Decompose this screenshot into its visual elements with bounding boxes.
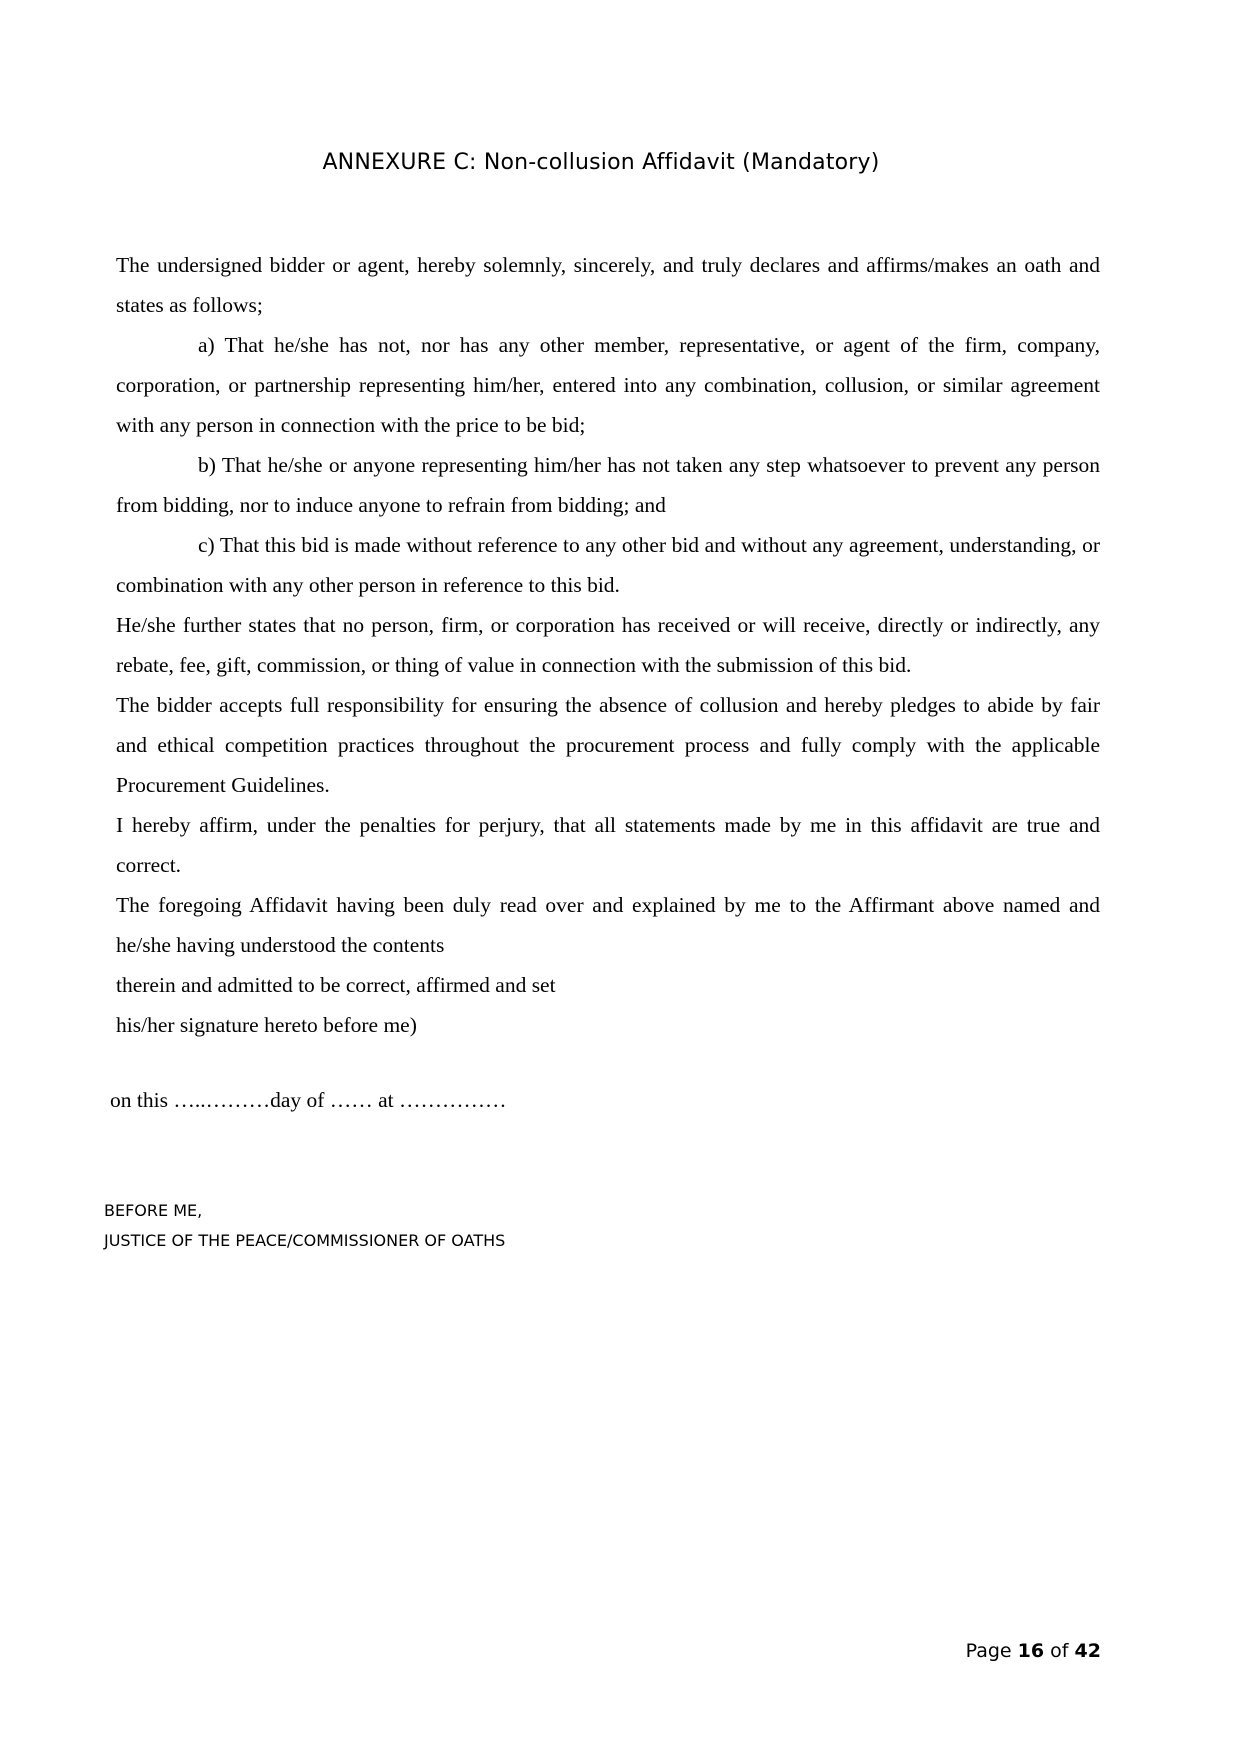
affidavit-body xyxy=(116,245,1100,1045)
page-current: 16 xyxy=(1017,1640,1045,1662)
justice-label: JUSTICE OF THE PEACE/COMMISSIONER OF OATHS xyxy=(104,1231,506,1250)
clause-a: a) That he/she has not, nor has any other member, representative, or agent of the firm, company, corporation, or partnership representing him/her, entered into any combination, collusion, or similar agreement with any person in connection with the price to be bid; xyxy=(116,333,1100,437)
before-me-label: BEFORE ME, xyxy=(104,1201,203,1220)
further-statement: He/she further states that no person, firm, or corporation has received or will receive, directly or indirectly, any rebate, fee, gift, commission, or thing of value in connection with the submission of this bid. xyxy=(116,613,1100,677)
perjury-statement: I hereby affirm, under the penalties for perjury, that all statements made by me in this affidavit are true and correct. xyxy=(116,813,1100,877)
document-title: ANNEXURE C: Non-collusion Affidavit (Mandatory) xyxy=(322,150,880,175)
clause-c: c) That this bid is made without reference to any other bid and without any agreement, understanding, or combination with any other person in reference to this bid. xyxy=(116,533,1100,597)
page-number xyxy=(966,1640,1101,1662)
page-total: 42 xyxy=(1074,1640,1101,1662)
clause-b: b) That he/she or anyone representing him/her has not taken any step whatsoever to prevent any person from bidding, nor to induce anyone to refrain from bidding; and xyxy=(116,453,1100,517)
admitted-line: therein and admitted to be correct, affirmed and set xyxy=(116,973,556,997)
foregoing-statement: The foregoing Affidavit having been duly read over and explained by me to the Affirmant above named and he/she having understood the contents xyxy=(116,893,1100,957)
commissioner-block xyxy=(104,1196,505,1256)
of-label: of xyxy=(1050,1640,1069,1662)
date-line: on this …..………day of …… at …………… xyxy=(110,1088,507,1112)
responsibility-statement: The bidder accepts full responsibility for ensuring the absence of collusion and hereby pledges to abide by fair and ethical competition practices throughout the procurement process and fully comply with the applicable Procurement Guidelines. xyxy=(116,693,1100,797)
intro-paragraph: The undersigned bidder or agent, hereby solemnly, sincerely, and truly declares and affirms/makes an oath and states as follows; xyxy=(116,253,1100,317)
page-label: Page xyxy=(965,1640,1012,1662)
signature-line: his/her signature hereto before me) xyxy=(116,1013,417,1037)
